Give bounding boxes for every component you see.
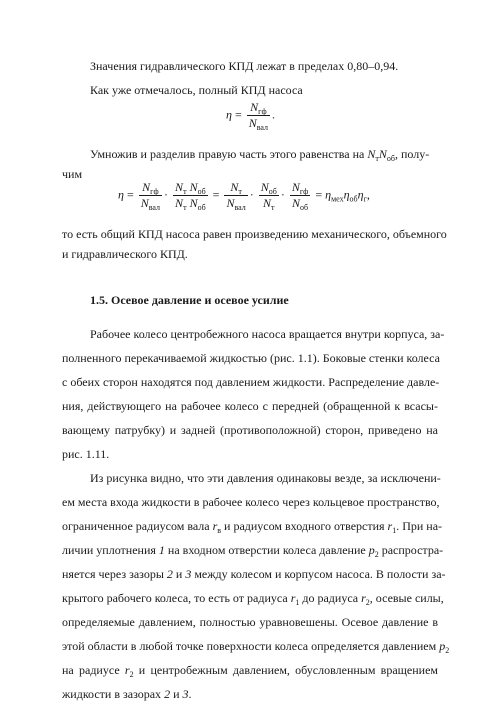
section-heading: 1.5. Осевое давление и осевое усилие xyxy=(90,293,289,307)
text-line: крытого рабочего колеса, то есть от радиуса $r_1$ до радиуса $r_2$, осевые силы, xyxy=(62,591,444,607)
text-line: с обеих сторон находятся под давлением жидкости. Распределение давле- xyxy=(62,375,440,389)
fraction: $\frac{N_{гф}}{N_{вал}}$ xyxy=(248,100,269,132)
text-line: этой области в любой точке поверхности колеса определяется давлением $p_2$ xyxy=(62,639,450,655)
text-line: полненного перекачиваемой жидкостью (рис. 1.1). Боковые стенки колеса xyxy=(62,351,440,365)
text-line: ограниченное радиусом вала $r_в$ и радиусом входного отверстия $r_1$. При на- xyxy=(62,519,443,535)
text-line: ния, действующего на рабочее колесо с передней (обращенной к всасы- xyxy=(62,399,438,413)
text-line: Из рисунка видно, что эти давления одинаковы везде, за исключени- xyxy=(90,471,441,485)
text-line: на радиусе $r_2$ и центробежным давлением, обусловленным вращением xyxy=(62,663,439,679)
text-line: то есть общий КПД насоса равен произведению механического, объемного xyxy=(62,227,447,241)
text-line: Значения гидравлического КПД лежат в пределах 0,80–0,94. xyxy=(90,59,399,73)
text-line: Умножив и разделив правую часть этого равенства на $N_тN_{об}$, полу- xyxy=(90,147,430,163)
text-line: няется через зазоры 2 и 3 между колесом и корпусом насоса. В полости за- xyxy=(62,567,446,581)
text-line: ем места входа жидкости в рабочее колесо через кольцевое пространство, xyxy=(62,495,440,509)
equation-2: η = $\frac{N_{гф}}{N_{вал}}$ · $\frac{N_т N_{об}}{N_т N_{об}}$ = $\frac{N_т}{N_{вал}}$ · $\frac{N_{об}}{N_т}$ · $\frac{N_{гф}}{N_{об}}$ = $\eta_{мех}\eta_{об}\eta_г$, xyxy=(118,180,370,212)
text-line: определяемые давлением, полностью уравновешены. Осевое давление в xyxy=(62,615,438,629)
text-line: рис. 1.11. xyxy=(62,447,110,461)
text-line: личии уплотнения 1 на входном отверстии колеса давление $p_2$ распростра- xyxy=(62,543,444,559)
text-line: жидкости в зазорах 2 и 3. xyxy=(62,687,192,701)
text-line: Рабочее колесо центробежного насоса вращается внутри корпуса, за- xyxy=(90,327,445,341)
text-line: чим xyxy=(62,167,83,181)
text-line: и гидравлического КПД. xyxy=(62,247,188,261)
equation-1: η = $\frac{N_{гф}}{N_{вал}}$ . xyxy=(226,100,276,132)
text-line: вающему патрубку) и задней (противоположной) сторон, приведено на xyxy=(62,423,438,437)
text-line: Как уже отмечалось, полный КПД насоса xyxy=(90,83,303,97)
